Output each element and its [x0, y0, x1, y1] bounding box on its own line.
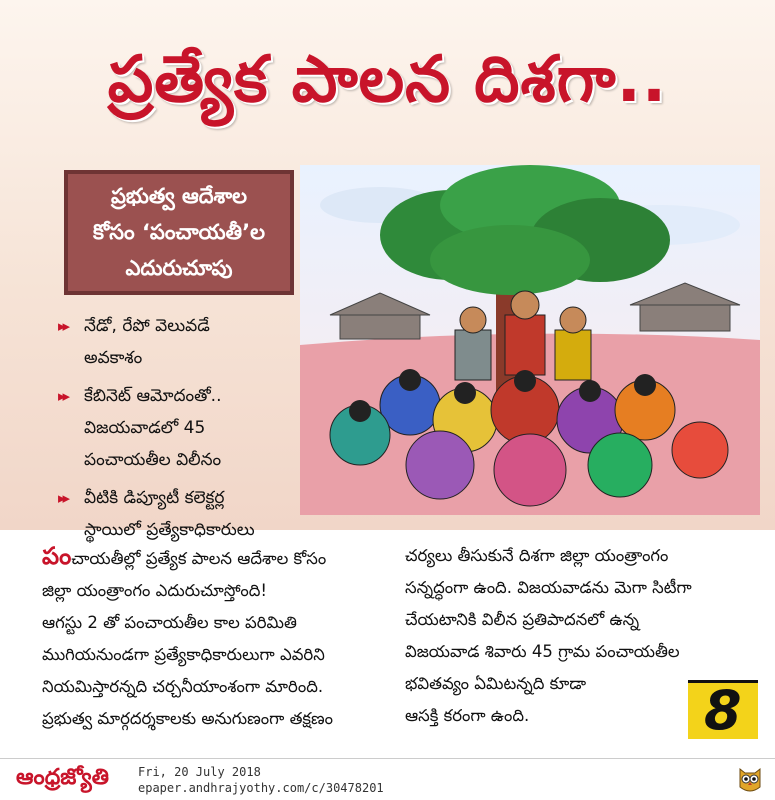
- body-line: ఆసక్తి కరంగా ఉంది.: [405, 706, 530, 725]
- owl-icon: [735, 765, 765, 795]
- headline: ప్రత్యేక పాలన దిశగా..: [107, 43, 668, 117]
- bullet-line: పంచాయతీల విలీనం: [84, 450, 222, 470]
- body-line: [42, 540, 382, 575]
- body-line: ముగియనుండగా ప్రత్యేకాధికారులుగా ఎవరిని: [42, 645, 325, 664]
- bullet-line: కేబినెట్ ఆమోదంతో..: [84, 386, 222, 406]
- body-line: విజయవాడ శివారు 45 గ్రామ పంచాయతీల: [405, 642, 680, 661]
- body-line: భవితవ్యం ఏమిటన్నది కూడా: [405, 674, 587, 693]
- bullet-line: స్థాయిలో ప్రత్యేకాధికారులు: [84, 520, 255, 540]
- page-number-badge: [688, 679, 758, 742]
- bullet-item: [58, 380, 308, 476]
- body-column-1: [42, 540, 382, 735]
- bullet-line: అవకాశం: [84, 348, 143, 368]
- footer-meta: [138, 764, 384, 796]
- body-line: చర్యలు తీసుకునే దిశగా జిల్లా యంత్రాంగం: [405, 546, 669, 565]
- bullet-marker-icon: ▸▸: [58, 387, 68, 405]
- subhead-box: [64, 170, 294, 295]
- subhead-line: కోసం ‘పంచాయతీ’ల: [93, 220, 265, 244]
- body-dropcap: పం: [42, 542, 72, 570]
- body-line: ఆగస్టు 2 తో పంచాయతీల కాల పరిమితి: [42, 613, 297, 632]
- bullet-list: [58, 310, 308, 552]
- page-number: 8: [704, 679, 742, 742]
- bullet-item: [58, 482, 308, 546]
- bullet-item: [58, 310, 308, 374]
- body-line-text: చాయతీల్లో ప్రత్యేక పాలన ఆదేశాల కోసం: [71, 549, 327, 568]
- subhead-line: ఎదురుచూపు: [125, 256, 233, 280]
- footer-divider: [0, 758, 775, 759]
- newspaper-logo[interactable]: ఆంధ్రజ్యోతి: [16, 765, 109, 790]
- bullet-line: వీటికి డిప్యూటీ కలెక్టర్ల: [84, 488, 225, 508]
- body-column-2: [405, 540, 735, 732]
- bullet-marker-icon: ▸▸: [58, 317, 68, 335]
- body-line: నియమిస్తారన్నది చర్చనీయాంశంగా మారింది.: [42, 677, 324, 696]
- body-line: సన్నద్ధంగా ఉంది. విజయవాడను మెగా సిటీగా: [405, 578, 692, 597]
- body-line: జిల్లా యంత్రాంగం ఎదురుచూస్తోంది!: [42, 581, 268, 600]
- body-line: చేయటానికి విలీన ప్రతిపాదనలో ఉన్న: [405, 610, 640, 629]
- bullet-line: నేడో, రేపో వెలువడే: [84, 316, 210, 336]
- epaper-url[interactable]: epaper.andhrajyothy.com/c/30478201: [138, 781, 384, 795]
- bullet-marker-icon: ▸▸: [58, 489, 68, 507]
- bullet-line: విజయవాడలో 45: [84, 418, 206, 438]
- village-meeting-illustration: [300, 165, 760, 515]
- subhead-line: ప్రభుత్వ ఆదేశాల: [110, 184, 248, 208]
- body-line: ప్రభుత్వ మార్గదర్శకాలకు అనుగుణంగా తక్షణం: [42, 709, 334, 728]
- edition-date: Fri, 20 July 2018: [138, 765, 261, 779]
